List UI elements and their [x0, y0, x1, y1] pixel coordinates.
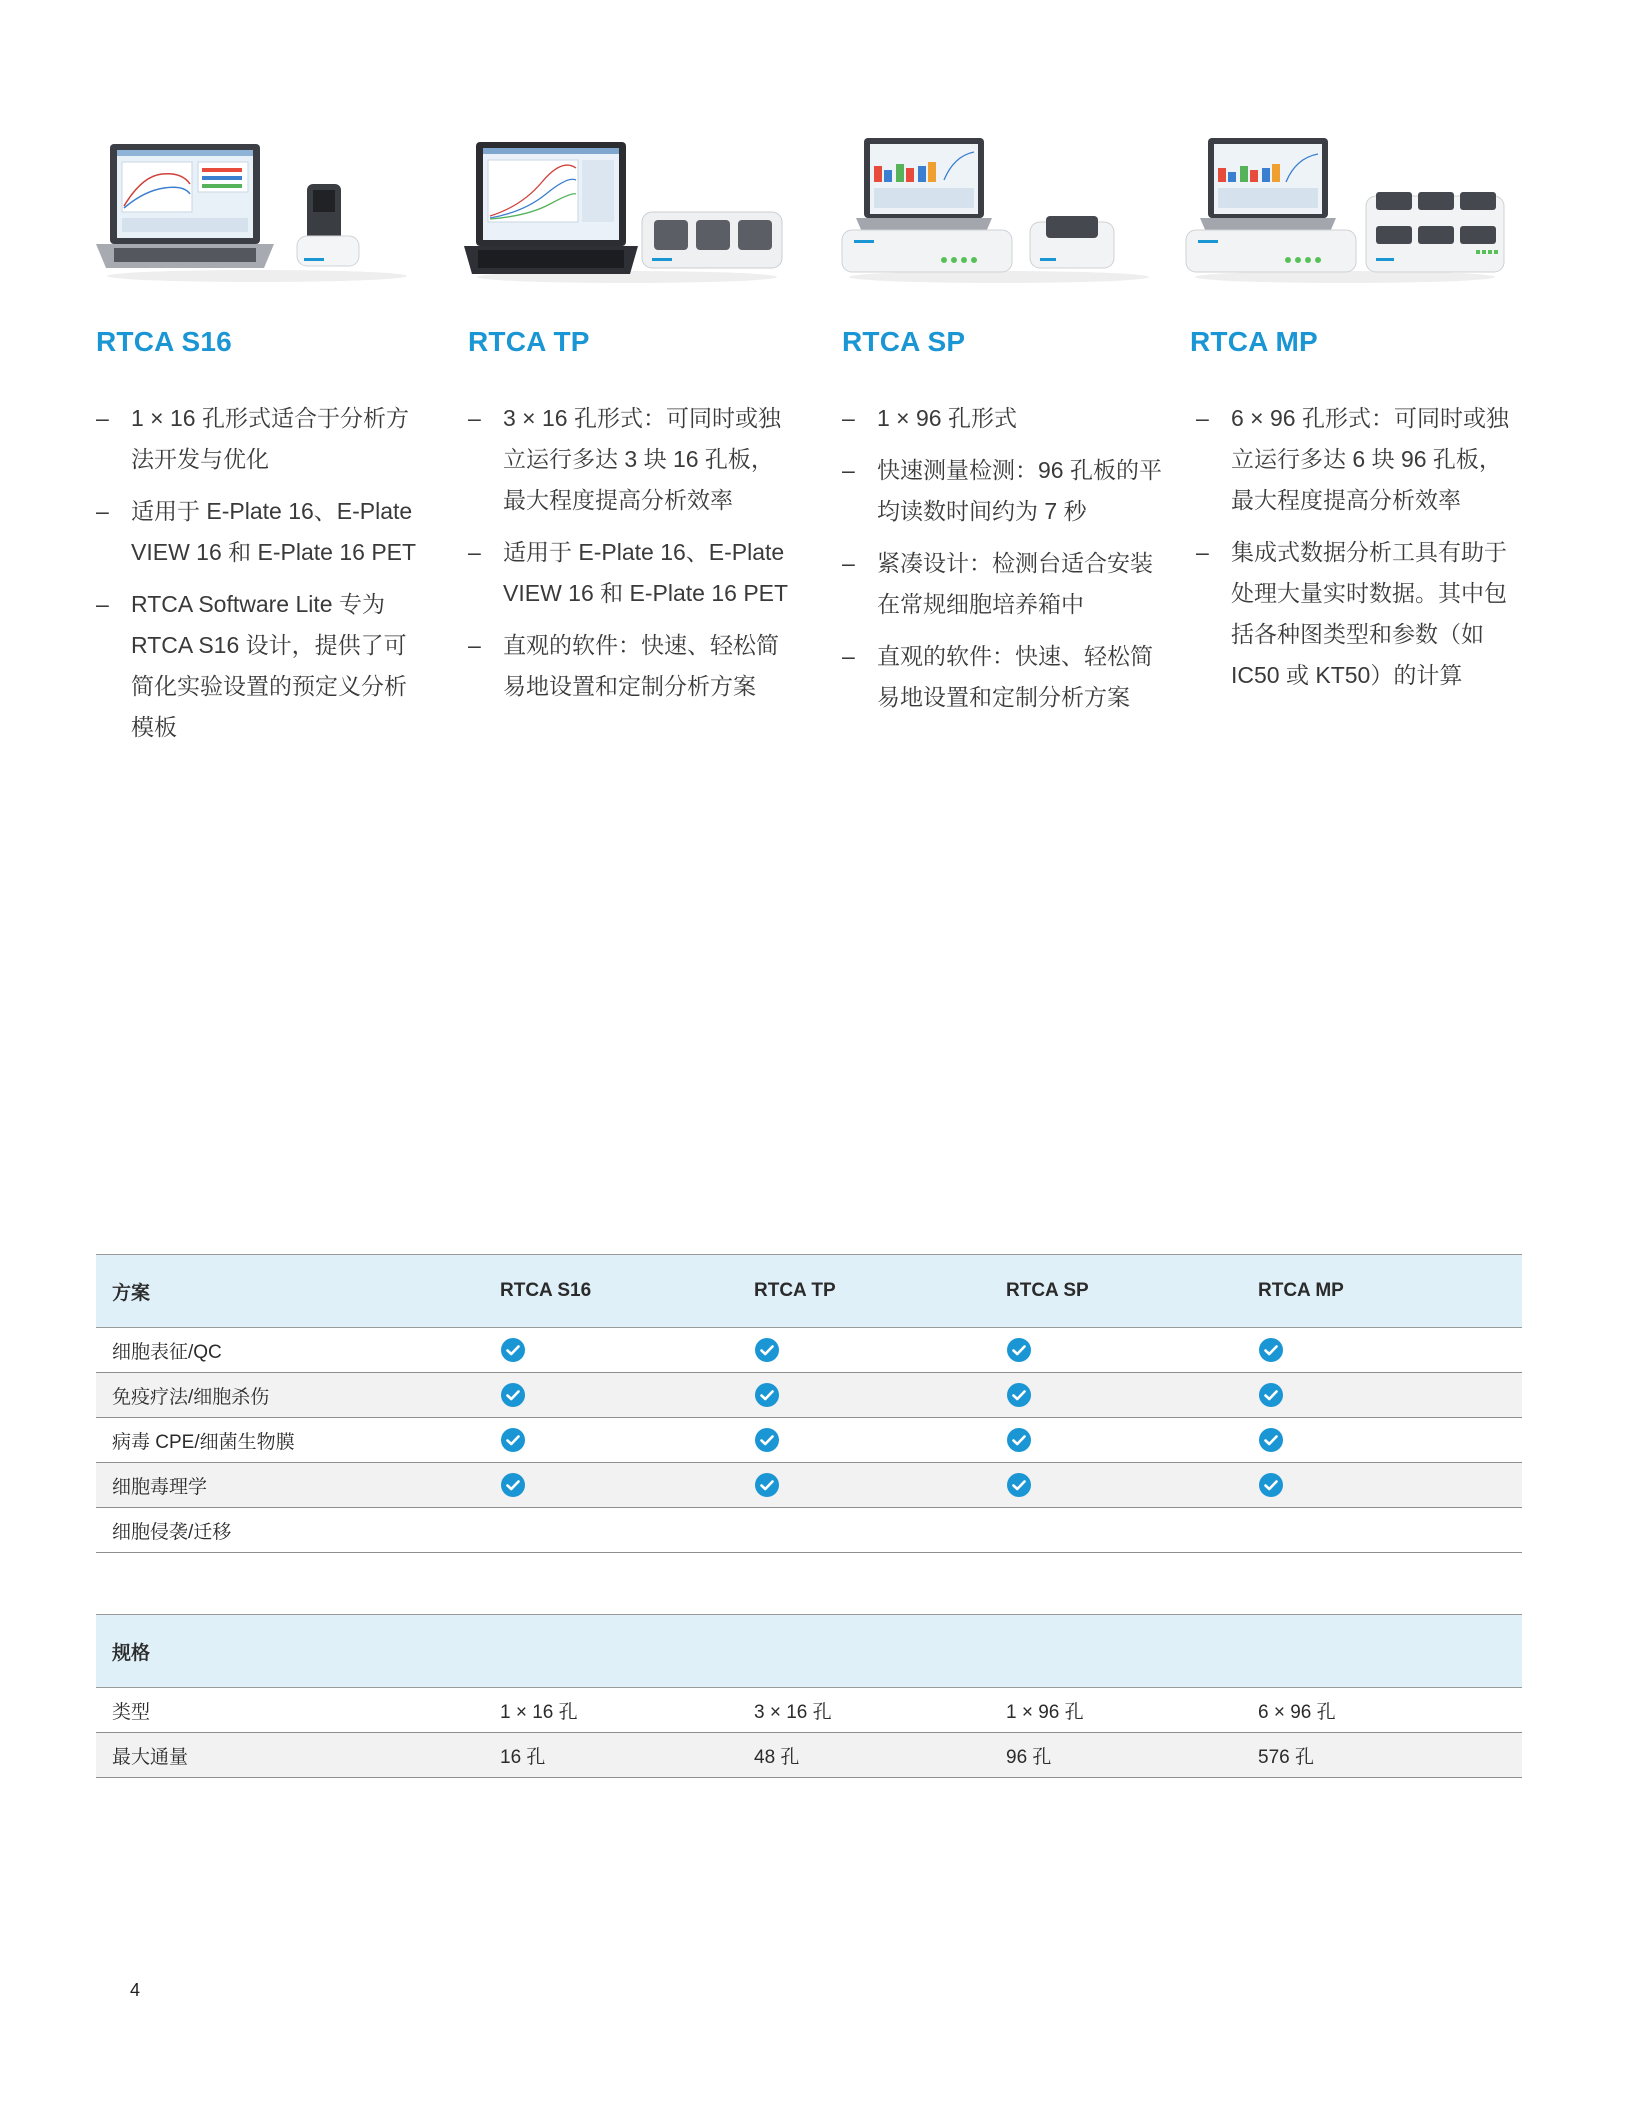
- check-circle-icon: [1258, 1337, 1284, 1363]
- spec-table: [96, 1614, 1522, 1778]
- table-cell: 16 孔: [484, 1733, 738, 1778]
- dash-icon: –: [96, 405, 109, 431]
- table-cell: 6 × 96 孔: [1242, 1688, 1522, 1733]
- table-cell: [1242, 1373, 1522, 1418]
- table-row: [96, 1463, 1522, 1508]
- dash-icon: –: [842, 405, 855, 431]
- product-title: RTCA S16: [96, 326, 232, 357]
- dash-icon: –: [842, 457, 855, 483]
- table-cell: 576 孔: [1242, 1733, 1522, 1778]
- check-circle-icon: [1006, 1472, 1032, 1498]
- dash-icon: –: [468, 632, 481, 658]
- table-cell: [1242, 1328, 1522, 1373]
- table-cell: [738, 1508, 990, 1553]
- table-row: [96, 1418, 1522, 1463]
- table-header-cell: 方案: [96, 1255, 484, 1328]
- check-circle-icon: [754, 1427, 780, 1453]
- check-circle-icon: [754, 1337, 780, 1363]
- dash-icon: –: [468, 405, 481, 431]
- laptop-with-tp-station-icon: [462, 136, 792, 286]
- table-cell: [1242, 1463, 1522, 1508]
- table-cell: [738, 1418, 990, 1463]
- product-bullet-list: [1196, 398, 1518, 707]
- spec-table-body: [96, 1688, 1522, 1778]
- bullet-item: – 直观的软件：快速、轻松简易地设置和定制分析方案: [468, 625, 793, 707]
- check-circle-icon: [1258, 1427, 1284, 1453]
- table-cell: [990, 1463, 1242, 1508]
- bullet-item: – 适用于 E-Plate 16、E-Plate VIEW 16 和 E-Plate 16 PET: [468, 532, 793, 614]
- bullet-item: – 3 × 16 孔形式：可同时或独立运行多达 3 块 16 孔板，最大程度提高分析效率: [468, 398, 793, 521]
- check-circle-icon: [754, 1382, 780, 1408]
- laptop-with-mp-analyzer-icon: [1180, 136, 1510, 286]
- table-header-cell: RTCA MP: [1242, 1255, 1522, 1328]
- check-circle-icon: [1006, 1382, 1032, 1408]
- check-circle-icon: [500, 1472, 526, 1498]
- row-label: 免疫疗法/细胞杀伤: [96, 1373, 484, 1418]
- table-cell: [484, 1328, 738, 1373]
- table-cell: 96 孔: [990, 1733, 1242, 1778]
- check-circle-icon: [754, 1472, 780, 1498]
- check-circle-icon: [500, 1337, 526, 1363]
- dash-icon: –: [842, 643, 855, 669]
- row-label: 最大通量: [96, 1733, 484, 1778]
- check-circle-icon: [500, 1382, 526, 1408]
- table-header-row: [96, 1255, 1522, 1328]
- check-circle-icon: [1258, 1382, 1284, 1408]
- table-cell: [484, 1508, 738, 1553]
- table-cell: [1242, 1508, 1522, 1553]
- product-bullet-list: [96, 398, 421, 759]
- table-cell: [990, 1328, 1242, 1373]
- table-cell: [738, 1463, 990, 1508]
- table-header-cell: RTCA TP: [738, 1255, 990, 1328]
- bullet-item: – RTCA Software Lite 专为 RTCA S16 设计，提供了可简化实验设置的预定义分析模板: [96, 584, 421, 748]
- table-cell: [738, 1373, 990, 1418]
- table-header-cell: RTCA SP: [990, 1255, 1242, 1328]
- check-circle-icon: [1258, 1472, 1284, 1498]
- dash-icon: –: [96, 498, 109, 524]
- product-title: RTCA TP: [468, 326, 590, 357]
- table-row: [96, 1373, 1522, 1418]
- row-label: 类型: [96, 1688, 484, 1733]
- table-cell: [990, 1508, 1242, 1553]
- bullet-item: – 1 × 16 孔形式适合于分析方法开发与优化: [96, 398, 421, 480]
- table-cell: [484, 1373, 738, 1418]
- application-table-body: [96, 1328, 1522, 1553]
- dash-icon: –: [842, 550, 855, 576]
- table-cell: 48 孔: [738, 1733, 990, 1778]
- row-label: 病毒 CPE/细菌生物膜: [96, 1418, 484, 1463]
- row-label: 细胞表征/QC: [96, 1328, 484, 1373]
- table-cell: [1242, 1418, 1522, 1463]
- check-circle-icon: [1006, 1337, 1032, 1363]
- check-circle-icon: [1006, 1427, 1032, 1453]
- page-number: 4: [130, 1980, 141, 2000]
- table-row: [96, 1688, 1522, 1733]
- product-title: RTCA MP: [1190, 326, 1318, 357]
- bullet-item: – 1 × 96 孔形式: [842, 398, 1167, 439]
- bullet-item: – 直观的软件：快速、轻松简易地设置和定制分析方案: [842, 636, 1167, 718]
- dash-icon: –: [1196, 539, 1209, 565]
- table-cell: 3 × 16 孔: [738, 1688, 990, 1733]
- dash-icon: –: [96, 591, 109, 617]
- table-cell: [484, 1463, 738, 1508]
- product-bullet-list: [468, 398, 793, 718]
- product-section: [0, 0, 1632, 800]
- table-cell: [990, 1373, 1242, 1418]
- laptop-with-sp-analyzer-icon: [834, 136, 1164, 286]
- row-label: 细胞侵袭/迁移: [96, 1508, 484, 1553]
- table-header-cell: RTCA S16: [484, 1255, 738, 1328]
- table-cell: [738, 1328, 990, 1373]
- bullet-item: – 紧凑设计：检测台适合安装在常规细胞培养箱中: [842, 543, 1167, 625]
- row-label: 细胞毒理学: [96, 1463, 484, 1508]
- table-row: [96, 1328, 1522, 1373]
- table-cell: 1 × 96 孔: [990, 1688, 1242, 1733]
- bullet-item: – 6 × 96 孔形式：可同时或独立运行多达 6 块 96 孔板，最大程度提高分析效率: [1196, 398, 1518, 521]
- bullet-item: – 适用于 E-Plate 16、E-Plate VIEW 16 和 E-Plate 16 PET: [96, 491, 421, 573]
- laptop-with-s16-station-icon: [92, 136, 422, 286]
- table-cell: [484, 1418, 738, 1463]
- table-cell: [990, 1418, 1242, 1463]
- product-bullet-list: [842, 398, 1167, 729]
- dash-icon: –: [1196, 405, 1209, 431]
- bullet-item: – 集成式数据分析工具有助于处理大量实时数据。其中包括各种图类型和参数（如 IC50 或 KT50）的计算: [1196, 532, 1518, 696]
- table-row: [96, 1733, 1522, 1778]
- check-circle-icon: [500, 1427, 526, 1453]
- bullet-item: – 快速测量检测：96 孔板的平均读数时间约为 7 秒: [842, 450, 1167, 532]
- dash-icon: –: [468, 539, 481, 565]
- application-table: [96, 1254, 1522, 1553]
- table-header-cell: 规格: [96, 1615, 1522, 1688]
- table-cell: 1 × 16 孔: [484, 1688, 738, 1733]
- table-header-row: [96, 1615, 1522, 1688]
- table-row: [96, 1508, 1522, 1553]
- product-title: RTCA SP: [842, 326, 966, 357]
